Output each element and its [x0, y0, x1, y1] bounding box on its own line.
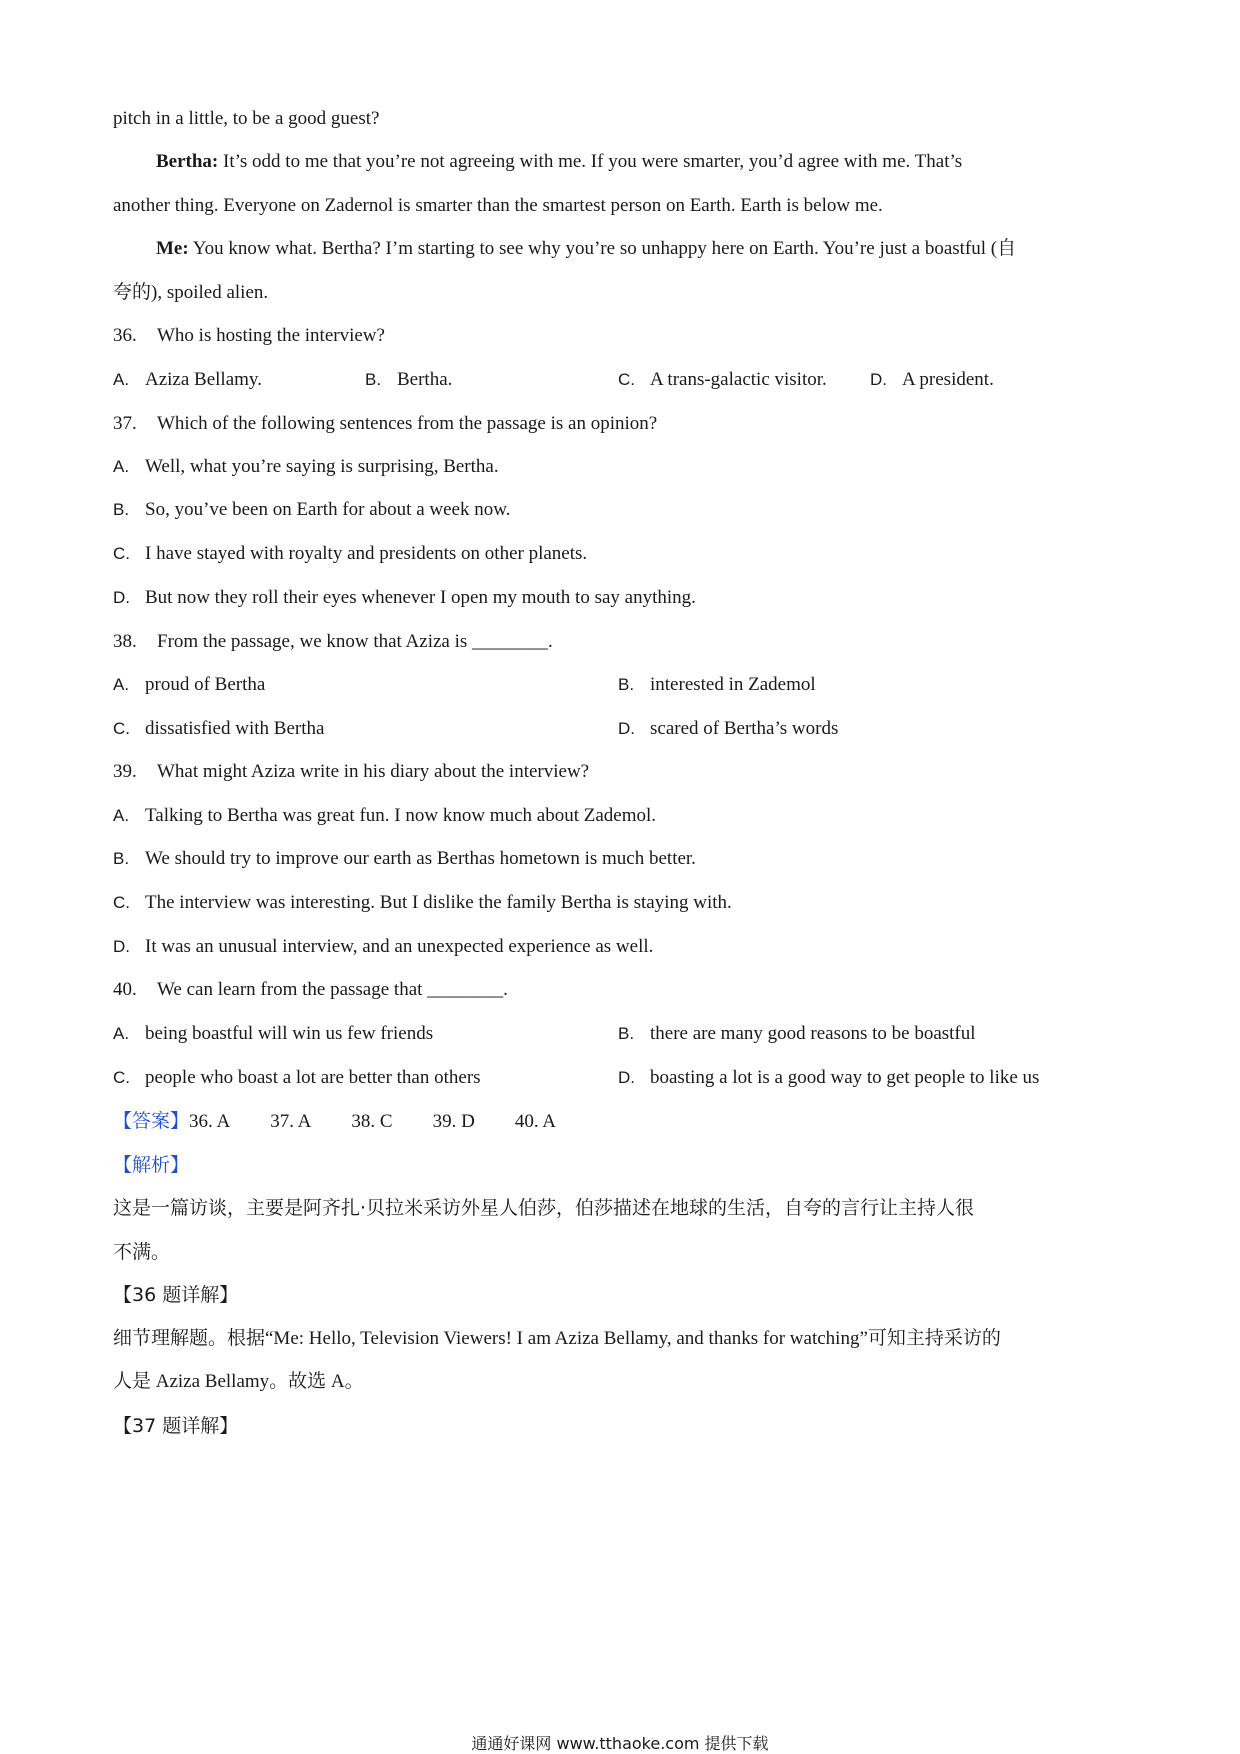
option-38-d: D. scared of Bertha’s words — [618, 718, 839, 739]
option-38-c: C. dissatisfied with Bertha — [113, 718, 325, 739]
option-39-d: D. It was an unusual interview, and an unexpected experience as well. — [113, 936, 654, 957]
option-39-c: C. The interview was interesting. But I dislike the family Bertha is staying with. — [113, 892, 732, 913]
option-40-b: B. there are many good reasons to be boastful — [618, 1023, 976, 1044]
analysis-tag: 【解析】 — [113, 1154, 190, 1176]
dialogue-continuation: pitch in a little, to be a good guest? — [113, 108, 380, 129]
option-39-b: B. We should try to improve our earth as Berthas hometown is much better. — [113, 848, 696, 869]
answer-item: 38. C — [351, 1111, 393, 1132]
question-40: 40. We can learn from the passage that ________. — [113, 979, 508, 1000]
me-line — [156, 236, 1130, 262]
answer-item: 39. D — [432, 1111, 475, 1132]
question-number: 36. — [113, 325, 137, 346]
option-38-b: B. interested in Zademol — [618, 674, 816, 695]
page-footer: 通通好课网 www.tthaoke.com 提供下载 — [471, 1734, 769, 1753]
answer-item: 37. A — [270, 1111, 312, 1132]
option-40-a: A. being boastful will win us few friends — [113, 1023, 434, 1044]
question-37: 37. Which of the following sentences from the passage is an opinion? — [113, 413, 658, 434]
me-text-2: 夸的), spoiled alien. — [113, 282, 269, 303]
bertha-line — [156, 149, 1130, 175]
answer-key — [113, 1108, 1130, 1135]
q36-heading: 【36 题详解】 — [113, 1284, 239, 1306]
q36-explanation-2: 人是 Aziza Bellamy。故选 A。 — [113, 1371, 364, 1392]
question-38: 38. From the passage, we know that Aziza is ________. — [113, 631, 553, 652]
option-36-b: B. Bertha. — [365, 369, 453, 390]
me-text-1: You know what. Bertha? I’m starting to see why you’re so unhappy here on Earth. You’re just a boastful (自 — [188, 238, 1017, 259]
speaker-me: Me: — [156, 238, 189, 259]
q37-heading: 【37 题详解】 — [113, 1415, 239, 1437]
question-36 — [113, 323, 1130, 349]
speaker-bertha: Bertha: — [156, 151, 219, 172]
option-38-a: A. proud of Bertha — [113, 674, 266, 695]
option-37-a: A. Well, what you’re saying is surprising, Bertha. — [113, 456, 499, 477]
analysis-summary-1: 这是一篇访谈，主要是阿齐扎·贝拉米采访外星人伯莎，伯莎描述在地球的生活，自夸的言行让主持人很 — [113, 1197, 975, 1219]
q36-explanation-1: 细节理解题。根据“Me: Hello, Television Viewers! I am Aziza Bellamy, and thanks for watching”可知主持采访的 — [113, 1328, 1001, 1349]
bertha-text-1: It’s odd to me that you’re not agreeing with me. If you were smarter, you’d agree with me. That’s — [218, 151, 963, 172]
option-36-a: A. Aziza Bellamy. — [113, 369, 262, 390]
option-40-d: D. boasting a lot is a good way to get people to like us — [618, 1067, 1040, 1088]
question-39: 39. What might Aziza write in his diary about the interview? — [113, 761, 590, 782]
option-37-b: B. So, you’ve been on Earth for about a week now. — [113, 499, 511, 520]
question-text: Who is hosting the interview? — [157, 325, 385, 346]
answer-item: 36. A — [189, 1111, 231, 1132]
option-39-a: A. Talking to Bertha was great fun. I now know much about Zademol. — [113, 805, 657, 826]
option-36-d: D. A president. — [870, 369, 994, 390]
answer-tag: 【答案】 — [113, 1110, 190, 1132]
bertha-text-2: another thing. Everyone on Zadernol is smarter than the smartest person on Earth. Earth is below me. — [113, 195, 883, 216]
option-40-c: C. people who boast a lot are better than others — [113, 1067, 481, 1088]
option-37-c: C. I have stayed with royalty and presidents on other planets. — [113, 543, 588, 564]
option-36-c: C. A trans-galactic visitor. — [618, 369, 827, 390]
analysis-summary-2: 不满。 — [113, 1241, 171, 1263]
answer-item: 40. A — [514, 1111, 556, 1132]
option-37-d: D. But now they roll their eyes whenever I open my mouth to say anything. — [113, 587, 696, 608]
